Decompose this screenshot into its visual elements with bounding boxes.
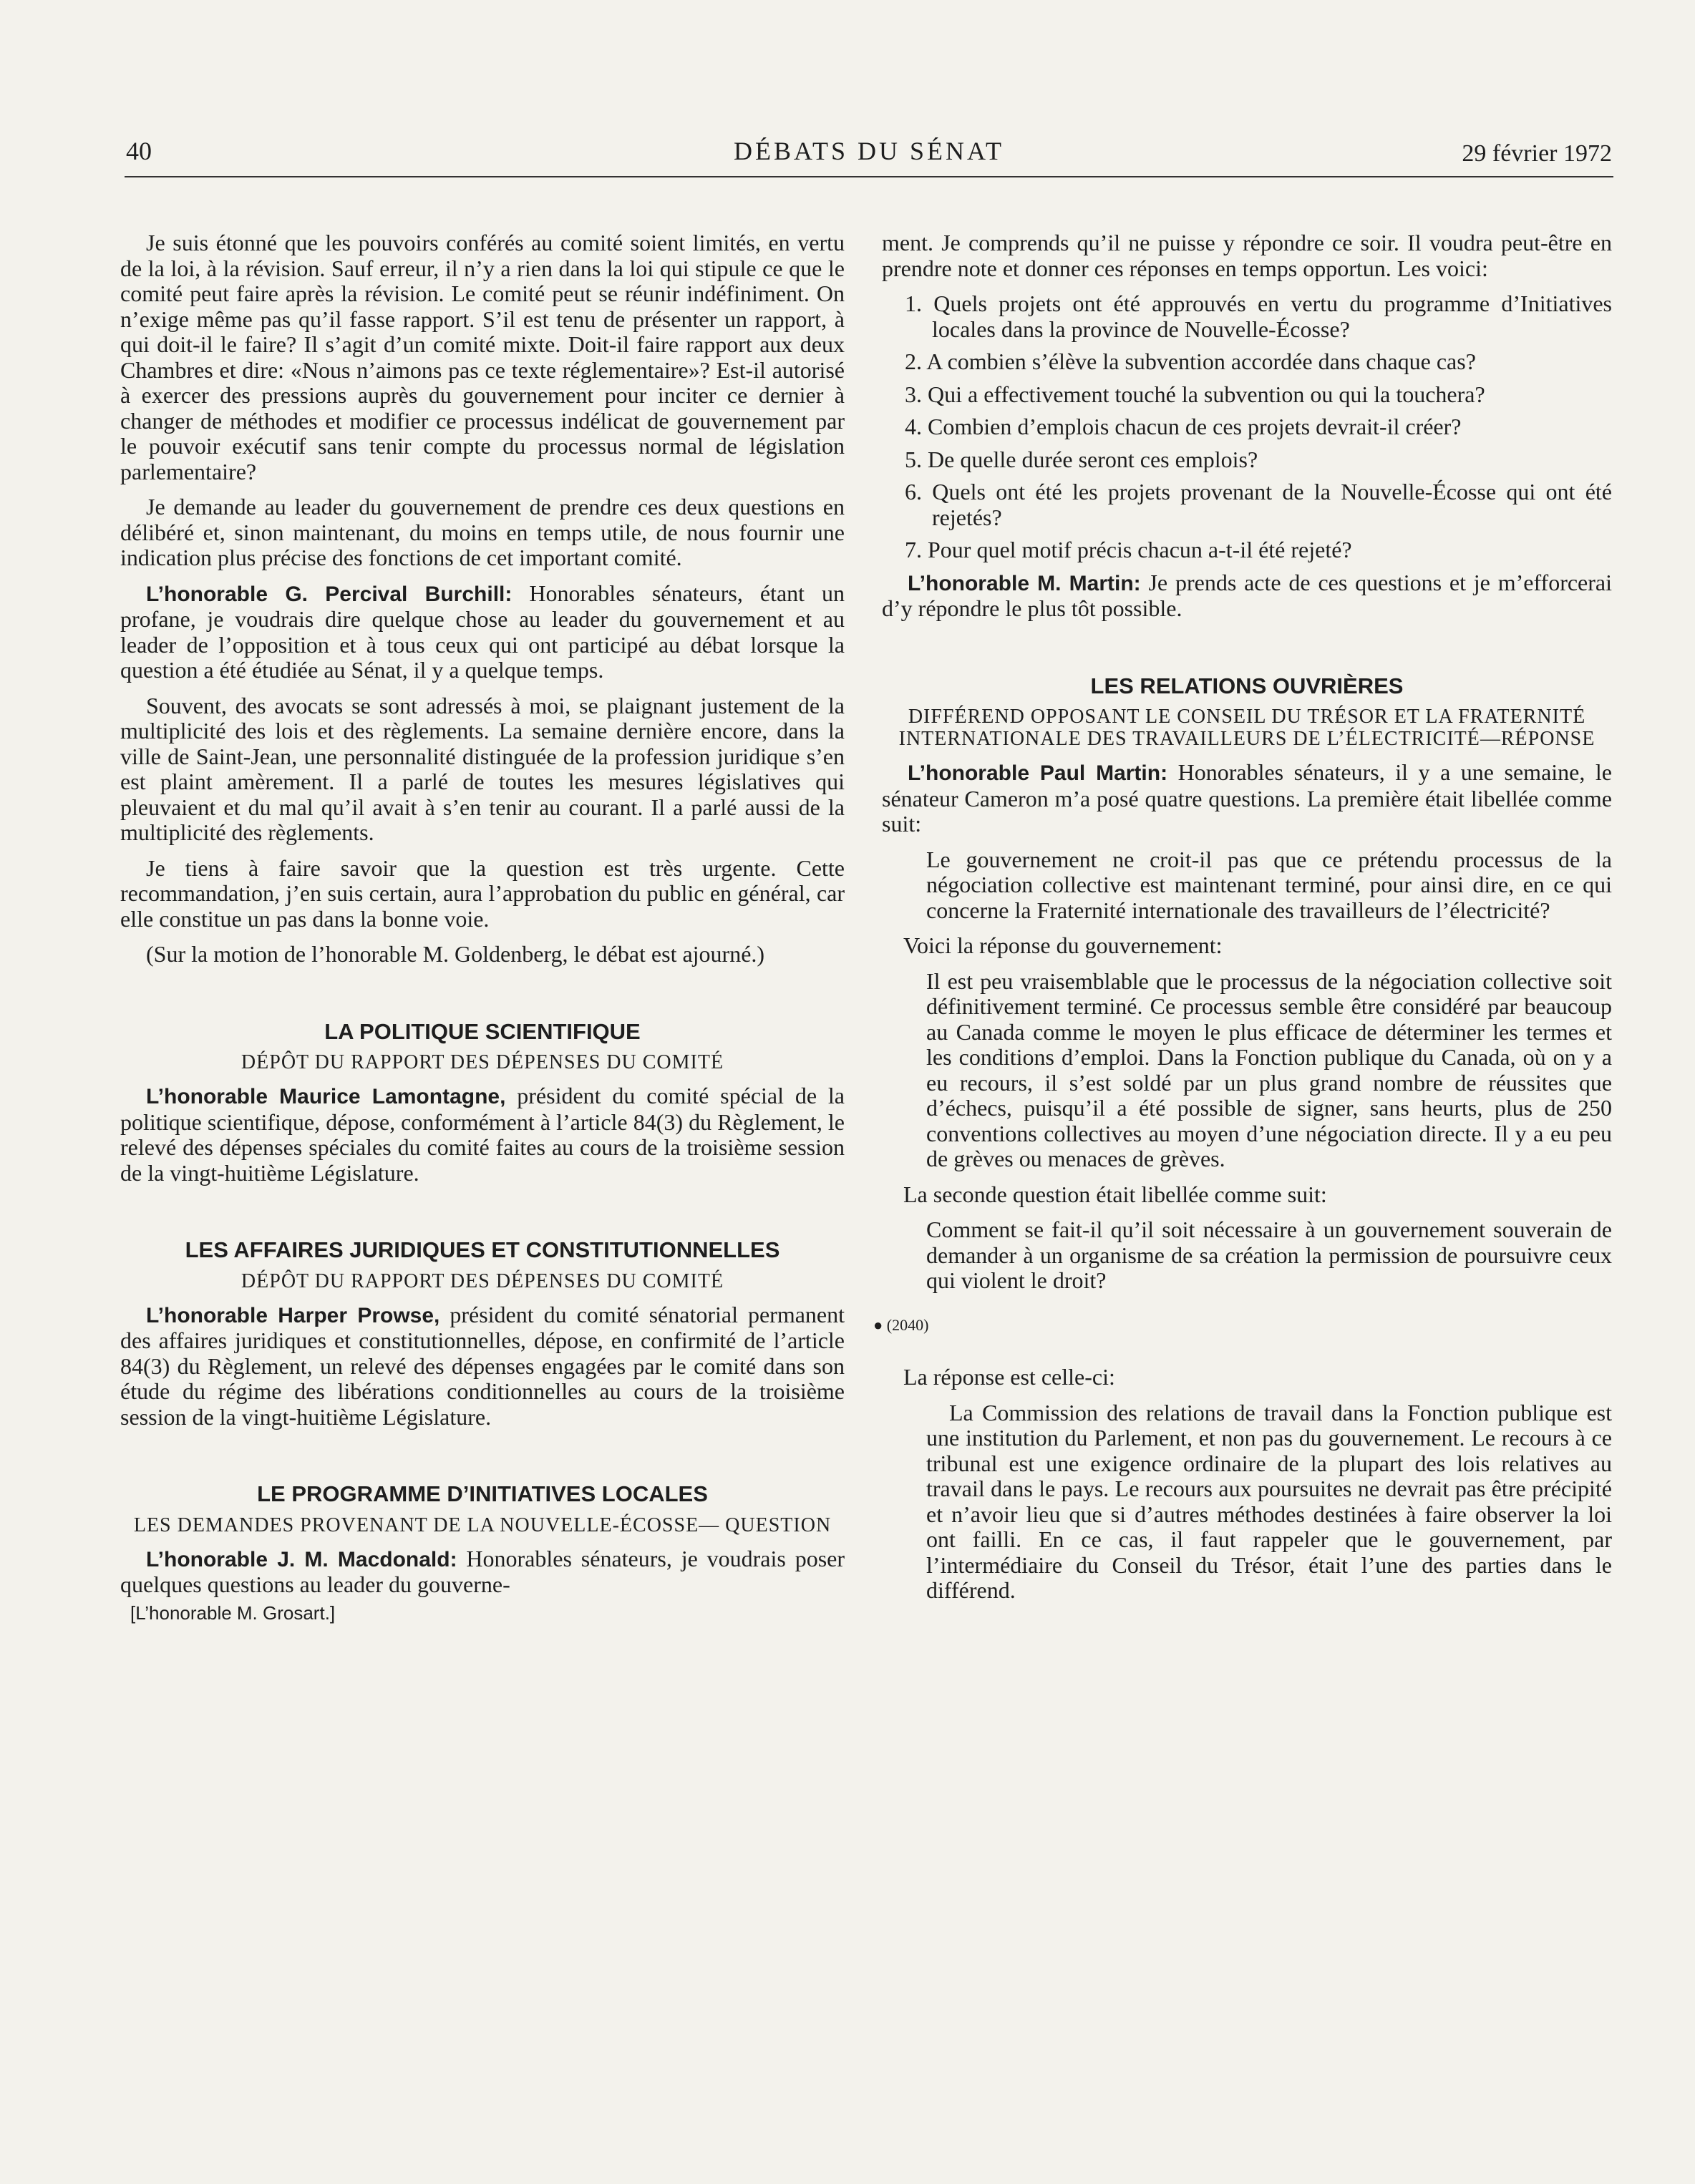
publication-title: DÉBATS DU SÉNAT <box>733 137 1005 165</box>
speaker-name: L’honorable J. M. Macdonald: <box>146 1547 457 1571</box>
page-date: 29 février 1972 <box>1462 140 1612 167</box>
question-item: 1. Quels projets ont été approuvés en vertu du programme d’Initiatives locales dans la province de Nouvelle-Écosse? <box>905 291 1613 342</box>
quoted-question: Comment se fait-il qu’il soit nécessaire à un gouvernement souverain de demander à un organisme de sa création la permission de poursuivre ceux qui violent le droit? <box>926 1217 1612 1293</box>
section-subheading: DÉPÔT DU RAPPORT DES DÉPENSES DU COMITÉ <box>241 1051 724 1073</box>
speaker-name: L’honorable G. Percival Burchill: <box>146 582 513 606</box>
question-item: 6. Quels ont été les projets provenant de la Nouvelle-Écosse qui ont été rejetés? <box>905 479 1612 530</box>
speaker-name: L’honorable Harper Prowse, <box>146 1303 440 1327</box>
speech-text: président du comité spécial de la politique scientifique, dépose, conformément à l’article 84(3) du Règlement, le relevé des dépenses spéciales du comité faites au cours de la troisième session de la vingt-huitième Législature. <box>120 1083 845 1186</box>
paragraph: Je demande au leader du gouvernement de prendre ces deux questions en délibéré et, sinon maintenant, du moins en temps utile, de nous fournir une indication plus précise des fonctions de cet important comité. <box>120 494 845 570</box>
speech-text: Honorables sénateurs, il y a une semaine, le sénateur Cameron m’a posé quatre questions. La première était libellée comme suit: <box>882 759 1612 837</box>
paragraph: Je tiens à faire savoir que la question est très urgente. Cette recommandation, j’en suis certain, aura l’approbation du public en général, car elle constitue un pas dans la bonne voie. <box>120 854 845 932</box>
speaker-name: L’honorable Maurice Lamontagne, <box>146 1085 506 1108</box>
paragraph: Voici la réponse du gouvernement: <box>903 932 1223 958</box>
page-number: 40 <box>126 137 152 165</box>
right-column <box>873 230 1613 1614</box>
paragraph: (Sur la motion de l’honorable M. Goldenberg, le débat est ajourné.) <box>146 941 765 967</box>
paragraph: Je suis étonné que les pouvoirs conférés au comité soient limités, en vertu de la loi, à la révision. Sauf erreur, il n’y a rien dans la loi qui stipule ce que le comité peut faire après la révision. Le comité peut se réunir indéfiniment. On n’exige même pas qu’il fasse rapport. S’il est tenu de présenter un rapport, à qui doit-il le faire? Il s’agit d’un comité mixte. Doit-il faire rapport aux deux Chambres et dire: «Nous n’aimons pas ce texte réglementaire»? Est-il autorisé à exercer des pressions auprès du gouvernement pour inciter ce dernier à changer de méthodes et modifier ce processus indélicat de gouvernement par le pouvoir exécutif sans tenir compte du processus normal de législation parlementaire? <box>120 230 845 484</box>
section-heading: LES RELATIONS OUVRIÈRES <box>1090 673 1404 698</box>
speech-text: président du comité sénatorial permanent des affaires juridiques et constitutionnelles, dépose, en confirmité de l’article 84(3) du Règlement, un relevé des dépenses engagées par le comité dans son étude du régime des libérations conditionnelles au cours de la troisième session de la vingt-huitième Législature. <box>120 1301 845 1430</box>
speaker-name: L’honorable M. Martin: <box>908 571 1141 595</box>
paragraph: Souvent, des avocats se sont adressés à moi, se plaignant justement de la multiplicité des lois et des règlements. La semaine dernière encore, dans la ville de Saint-Jean, une personnalité distinguée de la profession juridique s’en est plaint amèrement. Il a parlé de toutes les mesures législatives qui pleuvaient et du mal qu’il avait à s’en tenir au courant. Il a parlé aussi de la multiplicité des règlements. <box>120 692 845 845</box>
question-item: 5. De quelle durée seront ces emplois? <box>905 446 1258 472</box>
speech <box>120 1546 845 1598</box>
page-header <box>125 136 1613 177</box>
section-subheading: DIFFÉREND OPPOSANT LE CONSEIL DU TRÉSOR ET LA FRATERNITÉ INTERNATIONALE DES TRAVAILLEURS DE L’ÉLECTRICITÉ—RÉPONSE <box>898 706 1596 750</box>
paragraph: ment. Je comprends qu’il ne puisse y répondre ce soir. Il voudra peut-être en prendre note et donner ces réponses en temps opportun. Les voici: <box>882 230 1612 281</box>
speech <box>882 760 1612 837</box>
paragraph: La réponse est celle-ci: <box>903 1364 1115 1390</box>
speaker-name: L’honorable Paul Martin: <box>908 761 1168 785</box>
page-footer: [L’honorable M. Grosart.] <box>130 1602 336 1624</box>
speech <box>882 570 1612 622</box>
section-heading: LA POLITIQUE SCIENTIFIQUE <box>324 1018 641 1044</box>
left-column <box>120 230 845 1626</box>
speech-text: Honorables sénateurs, je voudrais poser quelques questions au leader du gouverne- <box>120 1545 845 1597</box>
speech <box>120 1083 845 1186</box>
section-heading: LES AFFAIRES JURIDIQUES ET CONSTITUTIONNELLES <box>185 1237 780 1262</box>
speech <box>120 1302 845 1430</box>
section-subheading: LES DEMANDES PROVENANT DE LA NOUVELLE-ÉCOSSE— QUESTION <box>133 1513 832 1536</box>
speech-text: Honorables sénateurs, étant un profane, je voudrais dire quelque chose au leader du gouvernement et au leader de l’opposition et à tous ceux qui ont participé au débat lorsque la question a été étudiée au Sénat, il y a quelque temps. <box>120 580 845 683</box>
quoted-answer: Il est peu vraisemblable que le processus de la négociation collective soit définitivement terminé. Ce processus semble être considéré par beaucoup au Canada comme le moyen le plus efficace de déterminer les termes et les conditions d’emploi. Dans la Fonction publique du Canada, où on y a eu recours, il s’est soldé par un plus grand nombre de réussites que d’échecs, puisqu’il a été possible de signer, sans heurts, plus de 250 conventions collectives au moyen d’une négociation directe. Il y a eu peu de grèves ou menaces de grèves. <box>926 967 1612 1171</box>
section-subheading: DÉPÔT DU RAPPORT DES DÉPENSES DU COMITÉ <box>241 1269 724 1292</box>
question-item: 7. Pour quel motif précis chacun a-t-il été rejeté? <box>905 537 1352 562</box>
quoted-answer: La Commission des relations de travail dans la Fonction publique est une institution du Parlement, et non pas du gouvernement. Le recours à ce tribunal est une exigence ordinaire de la plupart des lois relatives au travail dans le pays. Le recours aux poursuites ne devrait pas être précipité et n’avoir lieu que si d’autres méthodes destinées à faire observer la loi ont failli. En ce cas, il faut rappeler que le gouvernement, par l’intermédiaire du Conseil du Trésor, était l’une des parties dans le différend. <box>926 1399 1612 1603</box>
question-item: 2. A combien s’élève la subvention accordée dans chaque cas? <box>905 348 1476 374</box>
question-item: 3. Qui a effectivement touché la subvention ou qui la touchera? <box>905 381 1485 407</box>
paragraph: La seconde question était libellée comme suit: <box>903 1181 1327 1207</box>
speech <box>120 581 845 683</box>
quoted-question: Le gouvernement ne croit-il pas que ce prétendu processus de la négociation collective est maintenant terminé, pour ainsi dire, en ce qui concerne la Fraternité internationale des travailleurs de l’électricité? <box>926 846 1612 923</box>
speech-text: Je prends acte de ces questions et je m’efforcerai d’y répondre le plus tôt possible. <box>882 569 1613 621</box>
question-item: 4. Combien d’emplois chacun de ces projets devrait-il créer? <box>905 414 1462 439</box>
section-heading: LE PROGRAMME D’INITIATIVES LOCALES <box>257 1481 708 1506</box>
time-marker: ● (2040) <box>873 1315 929 1334</box>
